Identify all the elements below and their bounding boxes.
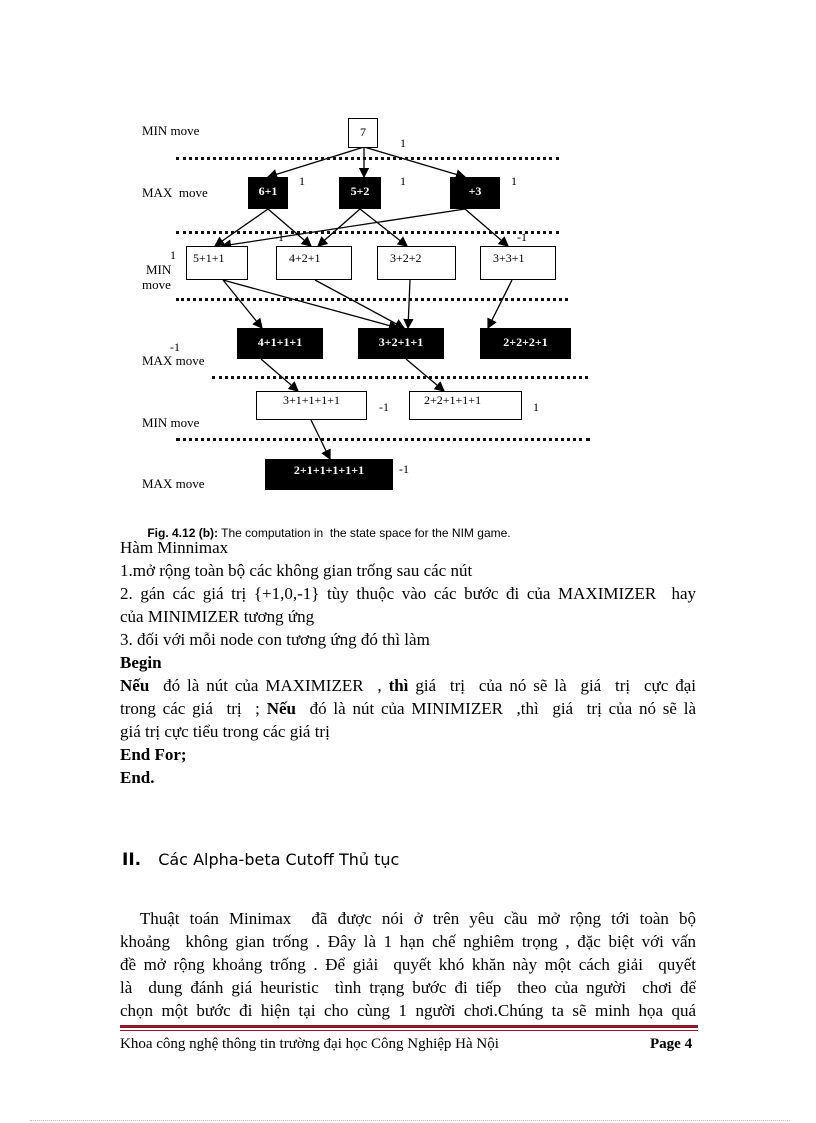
node-value: -1	[399, 462, 409, 476]
if-keyword: Nếu	[120, 676, 150, 695]
end-for-text: End For;	[120, 745, 187, 764]
page-edge-dotted	[30, 1120, 790, 1121]
section-title: Các Alpha-beta Cutoff Thủ tục	[158, 850, 400, 869]
end-for-keyword	[120, 743, 696, 766]
level-divider	[176, 231, 559, 234]
node-value: 1	[533, 400, 539, 414]
node-value: 1	[511, 174, 517, 188]
rule-text: giá trị của nó sẽ là giá trị cực đại	[408, 676, 696, 695]
node-3-1-1-1-1: 3+1+1+1+1	[256, 391, 367, 420]
rule-line-1	[120, 674, 696, 697]
level-divider	[212, 376, 588, 379]
level-label: move	[142, 277, 171, 292]
node-value: 1	[400, 174, 406, 188]
node-3-2-2: 3+2+2	[377, 246, 456, 280]
step-3: 3. đối với mỗi node con tương ứng đó thì làm	[120, 630, 430, 649]
paragraph-line: Thuật toán Minimax đã được nói ở trên yêu cầu mở rộng tới toàn bộ	[120, 909, 696, 928]
node-2-2-1-1-1: 2+2+1+1+1	[409, 391, 522, 420]
rule-line-3: giá trị cực tiểu trong các giá trị	[120, 722, 330, 741]
minimax-title: Hàm Minnimax	[120, 538, 229, 557]
node-4-2-1: 4+2+1	[276, 246, 352, 280]
begin-keyword	[120, 651, 696, 674]
step-2-line-2: của MINIMIZER tương ứng	[120, 607, 315, 626]
node-value: 1	[400, 136, 406, 150]
node-value: -1	[274, 230, 284, 244]
node-5-2: 5+2	[339, 177, 381, 209]
rule-text: đó là nút của MINIMIZER ,thì giá trị của nó sẽ là	[295, 699, 696, 718]
begin-text: Begin	[120, 653, 162, 672]
step-2-line-1: 2. gán các giá trị {+1,0,-1} tùy thuộc vào các bước đi của MAXIMIZER hay	[120, 584, 696, 603]
paragraph-line: là dung đánh giá heuristic tình trạng bước đi tiếp theo của người chơi để	[120, 978, 696, 997]
end-text: End.	[120, 768, 155, 787]
end-keyword	[120, 766, 696, 789]
section-number: II.	[122, 850, 142, 870]
rule-line-2	[120, 697, 696, 720]
level-label: MAX move	[142, 185, 208, 200]
section-heading	[122, 850, 399, 870]
caption-label: Fig. 4.12 (b):	[147, 526, 219, 540]
node-3-2-1-1: 3+2+1+1	[358, 328, 444, 359]
rule-text: đó là nút của MAXIMIZER ,	[149, 676, 389, 695]
level-label: MIN move	[142, 123, 200, 138]
paragraph-line: khoảng không gian trống . Đây là 1 hạn chế nghiêm trọng , đặc biệt với vấn	[120, 932, 696, 951]
then-keyword: thì	[388, 676, 409, 695]
caption-text: The computation in the state space for the NIM game.	[218, 526, 511, 540]
if-keyword: Nếu	[266, 699, 296, 718]
level-divider	[176, 438, 590, 441]
level-divider	[176, 298, 568, 301]
node-2-1-1-1-1-1: 2+1+1+1+1+1	[265, 459, 393, 490]
node-6-1: 6+1	[248, 177, 288, 209]
level-label: MAX move	[142, 353, 205, 368]
step-1: 1.mở rộng toàn bộ các không gian trống sau các nút	[120, 561, 473, 580]
level-label: MIN move	[142, 415, 200, 430]
level-label: MIN	[146, 262, 172, 277]
level-divider	[176, 157, 559, 160]
node-7: 7	[348, 118, 378, 148]
node-value: 1	[299, 174, 305, 188]
level-value: -1	[170, 340, 180, 354]
level-label: MAX move	[142, 476, 205, 491]
node-3-3-1: 3+3+1	[480, 246, 556, 280]
rule-text: trong các giá trị ;	[120, 699, 267, 718]
footer-page-number: Page 4	[650, 1036, 693, 1052]
node-4-1-1-1: 4+1+1+1	[237, 328, 323, 359]
level-value: 1	[170, 248, 176, 262]
node-5-1-1: 5+1+1	[186, 246, 248, 280]
paragraph-line: đề mở rộng khoảng trống . Để giải quyết khó khăn này một cách giải quyết	[120, 955, 696, 974]
footer-rule-thin	[120, 1030, 698, 1031]
node-value: -1	[517, 230, 527, 244]
node-value: -1	[379, 400, 389, 414]
footer-left: Khoa công nghệ thông tin trường đại học Công Nghiệp Hà Nội	[120, 1036, 499, 1052]
node-2-2-2-1: 2+2+2+1	[480, 328, 571, 359]
footer-rule	[120, 1025, 698, 1028]
node-3: +3	[450, 177, 500, 209]
paragraph-line: chọn một bước đi hiện tại cho cùng 1 người chơi.Chúng ta sẽ minh họa quá	[120, 1001, 696, 1020]
